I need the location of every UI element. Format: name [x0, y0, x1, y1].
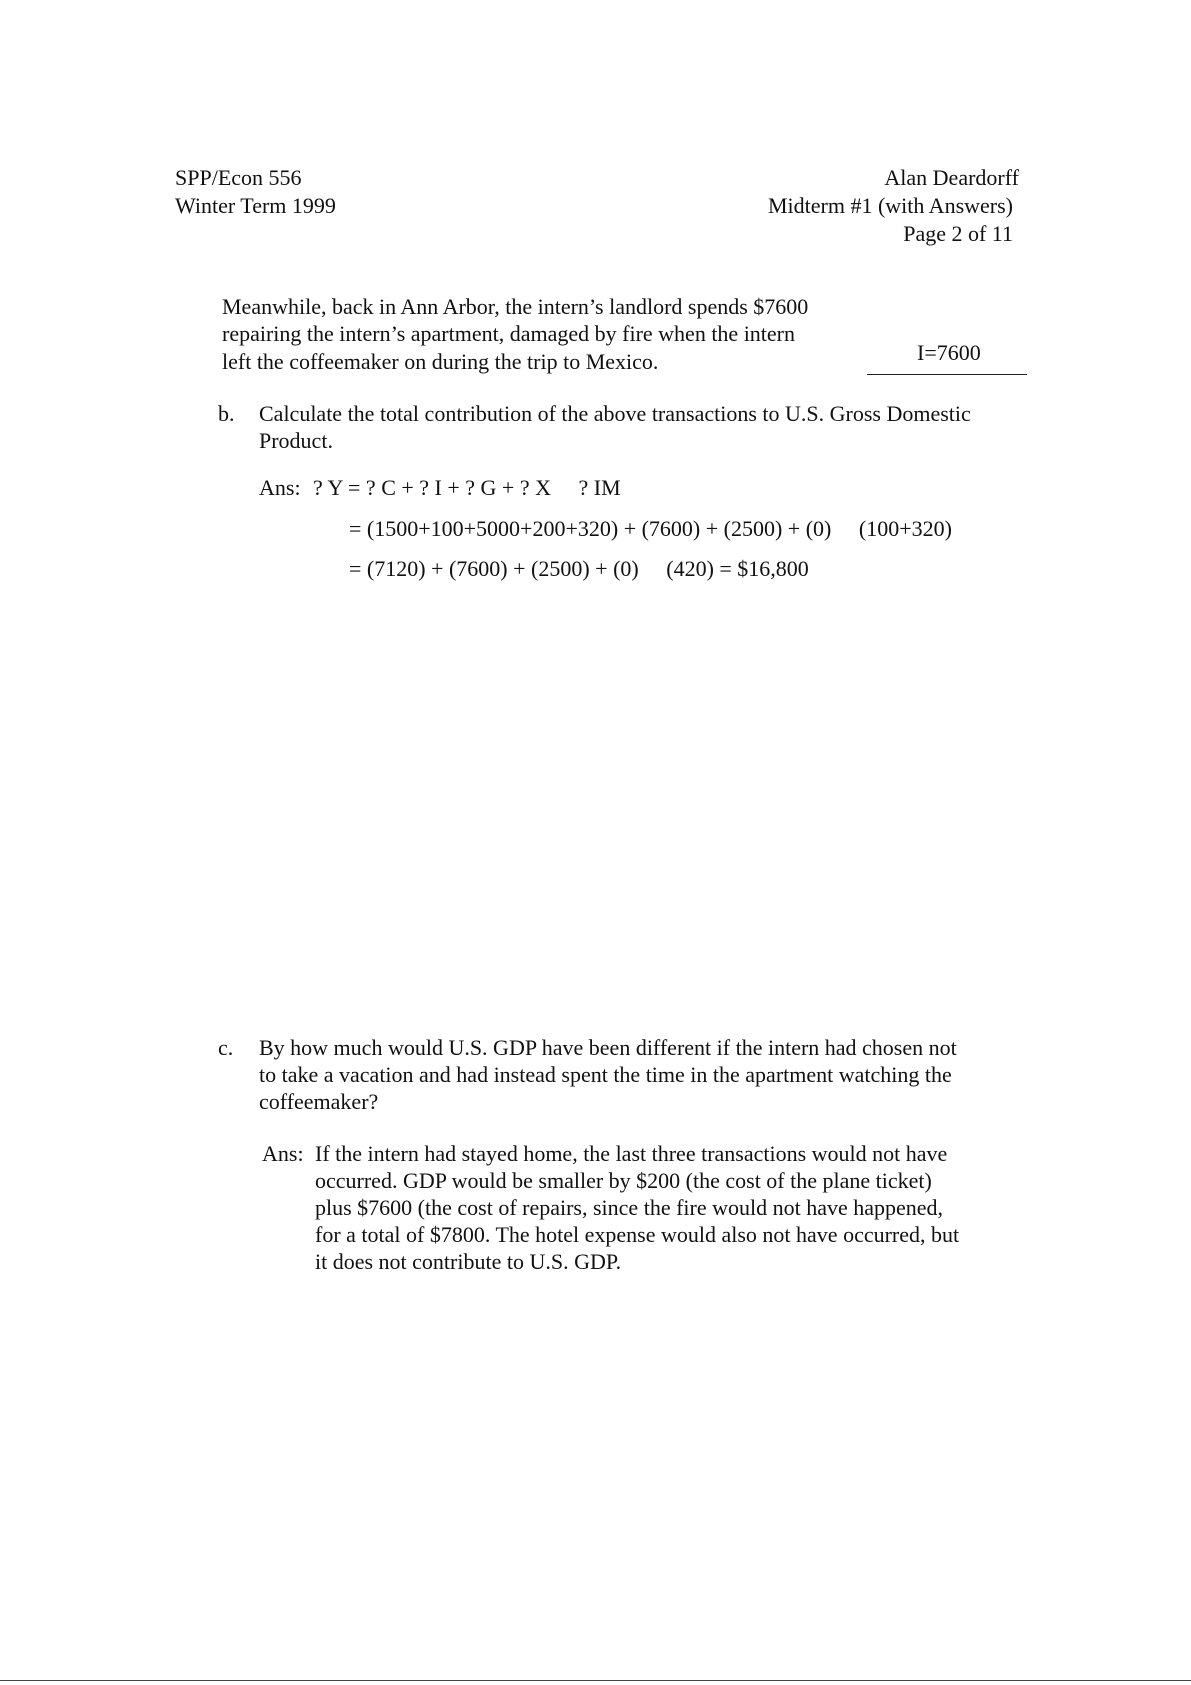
term: Winter Term 1999	[175, 193, 336, 218]
part-c-answer-line-5: it does not contribute to U.S. GDP.	[315, 1249, 622, 1274]
gdp-expansion-equation: = (1500+100+5000+200+320) + (7600) + (2500) + (0) (100+320)	[349, 516, 952, 541]
part-b-question-line-2: Product.	[259, 428, 333, 453]
part-c-answer-line-2: occurred. GDP would be smaller by $200 (the cost of the plane ticket)	[315, 1168, 932, 1193]
answer-blank-line	[867, 374, 1027, 375]
scenario-line-2: repairing the intern’s apartment, damaged by fire when the intern	[222, 321, 796, 346]
part-c-question-line-2: to take a vacation and had instead spent the time in the apartment watching the	[259, 1062, 952, 1087]
part-c-answer-line-3: plus $7600 (the cost of repairs, since the fire would not have happened,	[315, 1195, 944, 1220]
part-c-answer-line-1: If the intern had stayed home, the last three transactions would not have	[315, 1141, 948, 1166]
part-c-question-line-3: coffeemaker?	[259, 1089, 379, 1114]
scenario-line-3: left the coffeemaker on during the trip to Mexico.	[222, 349, 659, 374]
course-title: SPP/Econ 556	[175, 165, 302, 190]
exam-title: Midterm #1 (with Answers)	[767, 193, 1013, 218]
page-number: Page 2 of 11	[903, 221, 1013, 246]
part-c-answer-line-4: for a total of $7800. The hotel expense would also not have occurred, but	[315, 1222, 960, 1247]
answer-blank-value: I=7600	[917, 340, 981, 365]
part-c-letter: c.	[218, 1035, 234, 1060]
part-b-letter: b.	[218, 401, 235, 426]
gdp-identity-equation: ? Y = ? C + ? I + ? G + ? X ? IM	[313, 475, 621, 500]
gdp-total-equation: = (7120) + (7600) + (2500) + (0) (420) = $16,800	[349, 556, 809, 581]
part-b-ans-label: Ans:	[259, 475, 301, 500]
part-c-question-line-1: By how much would U.S. GDP have been different if the intern had chosen not	[259, 1035, 957, 1060]
part-c-ans-label: Ans:	[262, 1141, 304, 1166]
page-bottom-edge-line	[0, 1680, 1191, 1681]
scenario-line-1: Meanwhile, back in Ann Arbor, the intern’s landlord spends $7600	[222, 294, 809, 319]
part-b-question-line-1: Calculate the total contribution of the above transactions to U.S. Gross Domestic	[259, 401, 971, 426]
author: Alan Deardorff	[884, 165, 1019, 190]
